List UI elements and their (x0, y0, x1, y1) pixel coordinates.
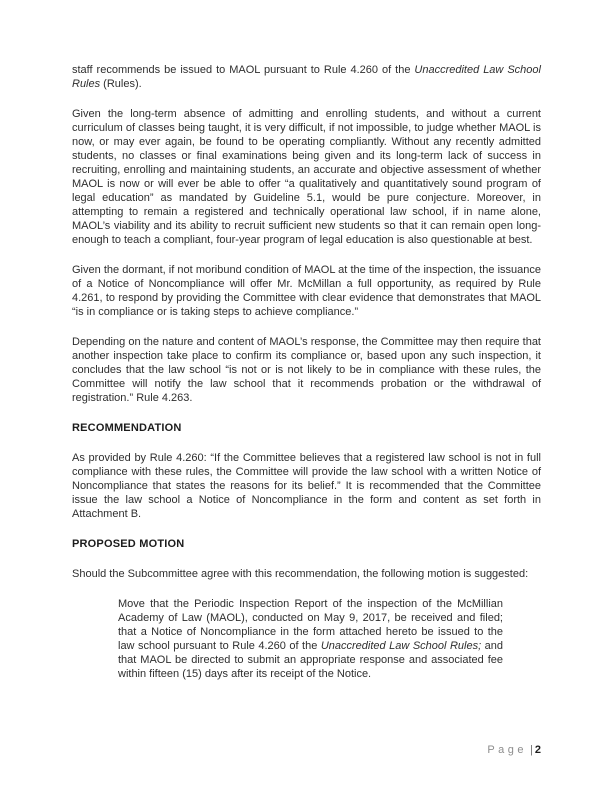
paragraph-recommendation-body: As provided by Rule 4.260: “If the Committee believes that a registered law school is not in full compliance with these rules, the Committee will provide the law school with a written Notice of Noncompliance that states the reasons for its belief.” It is recommended that the Committee issue the law school a Notice of Noncompliance in the form and content as set forth in Attachment B. (72, 452, 541, 520)
paragraph-dormant-condition: Given the dormant, if not moribund condition of MAOL at the time of the inspection, the issuance of a Notice of Noncompliance will offer Mr. McMillan a full opportunity, as required by Rule 4.261, to respond by providing the Committee with clear evidence that demonstrates that MAOL “is in compliance or is taking steps to achieve compliance.” (72, 264, 541, 318)
heading-recommendation: RECOMMENDATION (72, 422, 182, 434)
page-footer (487, 743, 541, 757)
page-number: 2 (534, 744, 541, 756)
heading-proposed-motion: PROPOSED MOTION (72, 538, 185, 550)
page-footer-separator: | (530, 744, 533, 756)
paragraph-long-term-absence: Given the long-term absence of admitting and enrolling students, and without a current curriculum of classes being taught, it is very difficult, if not impossible, to judge whether MAOL is now, or may ever again, be found to be operating compliantly. Without any recently admitted students, no classes or final examinations being given and its long-term lack of success in recruiting, enrolling and maintaining students, an accurate and objective assessment of whether MAOL is now or will ever be able to offer “a qualitatively and quantitatively sound program of legal education” as mandated by Guideline 5.1, would be pure conjecture. Moreover, in attempting to remain a registered and technically operational law school, if in name alone, MAOL’s viability and its ability to recruit sufficient new students so that it can remain open long-enough to teach a compliant, four-year program of legal education is also questionable at best. (72, 108, 541, 246)
paragraph-text: and that MAOL be directed to submit an appropriate response and associated fee within fifteen (15) days after its receipt of the Notice. (118, 640, 503, 680)
paragraph-depending-response: Depending on the nature and content of MAOL’s response, the Committee may then require that another inspection take place to confirm its compliance or, based upon any such inspection, it concludes that the law school “is not or is not likely to be in compliance with these rules, the Committee will notify the law school that it recommends probation or the withdrawal of registration.” Rule 4.263. (72, 336, 541, 404)
paragraph-text: Move that the Periodic Inspection Report of the inspection of the McMillian Academy of Law (MAOL), conducted on May 9, 2017, be received and filed; that a Notice of Noncompliance in the form attached hereto be issued to the law school pursuant to Rule 4.260 of the (118, 598, 503, 652)
paragraph-motion-intro: Should the Subcommittee agree with this recommendation, the following motion is suggested: (72, 568, 529, 580)
paragraph-text: (Rules). (100, 78, 142, 90)
paragraph-motion-text (118, 597, 503, 681)
paragraph-rule-4260-intro (72, 63, 541, 91)
page-footer-label: Page (487, 744, 528, 756)
paragraph-text: staff recommends be issued to MAOL pursuant to Rule 4.260 of the (72, 64, 415, 76)
document-body (72, 63, 541, 697)
italic-rules-title: Unaccredited Law School Rules (72, 64, 541, 90)
italic-rules-title: Unaccredited Law School Rules; (320, 640, 482, 652)
